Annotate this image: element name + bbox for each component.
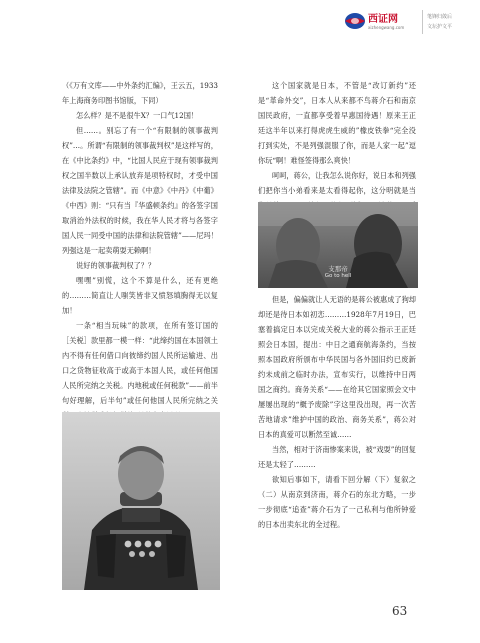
paragraph: （《万有文库——中外条约汇编》，王云五，1933年上海商务印图书馆版，下同） (62, 81, 218, 105)
paragraph: 说好的领事裁判权了？？ (76, 261, 156, 270)
paragraph: 当然，相对于济南惨案来说，被“戏耍”的回复还是太轻了……… (258, 445, 416, 469)
paragraph: 一条“相当玩味”的款项，在所有签订国的［关税］款里都一模一样：“此缔约国在本国领土内不得有任何借口向彼缔约国人民所运输进、出口之货物征收高于或高于本国人民，或任何他国人民所完纳之关税。内地税或任何税款”——前半句好理解，后半句”或任何他国人民所完纳之关 (62, 321, 218, 405)
paragraph: 嘿嘿”别慌，这个不算是什么，还有更绝的………简直让人嗤笑皆非又愤怒填胸得无以复加！ (62, 276, 218, 315)
paragraph: 欲知后事如下，请看下回分解（下）复叙之（二）从南京到济南，蒋介石的东北方略，一步一步彻底“追查”蒋介石为了一己私利与他所钟爱的日本出卖东北的全过程。 (258, 475, 416, 529)
paragraph: 但……。别忘了有一个“有限制的领事裁判权”…。所谓“有限制的领事裁判权”是这样写的，在《中比条约》中，“比国人民应于现有领事裁判权之国半数以上承认放弃是项特权时，才受中国法律及法院之管辖”。而《中意》《中丹》《中葡》《中西》则：“只有当『华盛顿条约』的各签字国取消治外法权的时候，我在华人民才将与各签字国人民一同受中国的法律和法院管辖”——尼玛！列强这是一起卖萌耍无赖啊！ (62, 126, 218, 255)
film-subtitle-english: Go to hell (324, 273, 352, 279)
header-tagline-1: 笔锋归敛后 (427, 14, 453, 20)
globe-logo-icon (344, 12, 366, 30)
page-number: 63 (392, 604, 408, 618)
logo-divider (422, 10, 423, 34)
portrait-photo (62, 412, 220, 590)
publisher-logo (344, 8, 472, 38)
header-tagline-2: 文坛护文平 (427, 24, 453, 30)
paragraph: 这个国家就是日本，不管是“改订新约”还是“革命外交”，日本人从来都不鸟蒋介石和南京国民政府，一直都享受着早惠国待遇！原来王正廷这半年以来打得虎虎生威的”橡皮铁拳“完全没打到实处，不是列强混服了你，而是人家一起”逗你玩“啊！难怪签得那么爽快！ (258, 81, 416, 165)
portrait-image (62, 412, 220, 590)
logo-subtext: xizhengwang.com (368, 25, 405, 30)
left-column-text (62, 78, 218, 468)
paragraph: 怎么样？是不是很牛X？一口气12国！ (76, 111, 199, 120)
film-still-photo (258, 202, 418, 288)
page-header (0, 0, 480, 50)
paragraph: 但是，偏偏就让人无语的是蒋公被惠成了狗却却还是待日本如初恋………1928年7月19日，巴塞着搞定日本以完成关税大业的蒋公指示王正廷照会日本国，提出：中日之通商航海条约，当按照本国政府所颁布中华民国与各外国旧约已废新约未成前之临时办法，宣布实行，以维持中日两国之商约。商务关系“——在给其它国家照会文中屡屡出现的“概予废除”字这里没出现，再一次苦苦地请求”维护中国的政治、商务关系”，蒋公对日本的真爱可以断然至诚…… (258, 295, 416, 439)
film-subtitle-chinese: 支那帝 (328, 265, 348, 273)
right-column-bottom-text (258, 292, 416, 532)
paragraph: 呵呵，蒋公，让我怎么说你好，说日本和列强们把你当小弟看来是太看得起你，这分明就是当 (258, 171, 416, 195)
logo-text: 西证网 (368, 14, 398, 25)
